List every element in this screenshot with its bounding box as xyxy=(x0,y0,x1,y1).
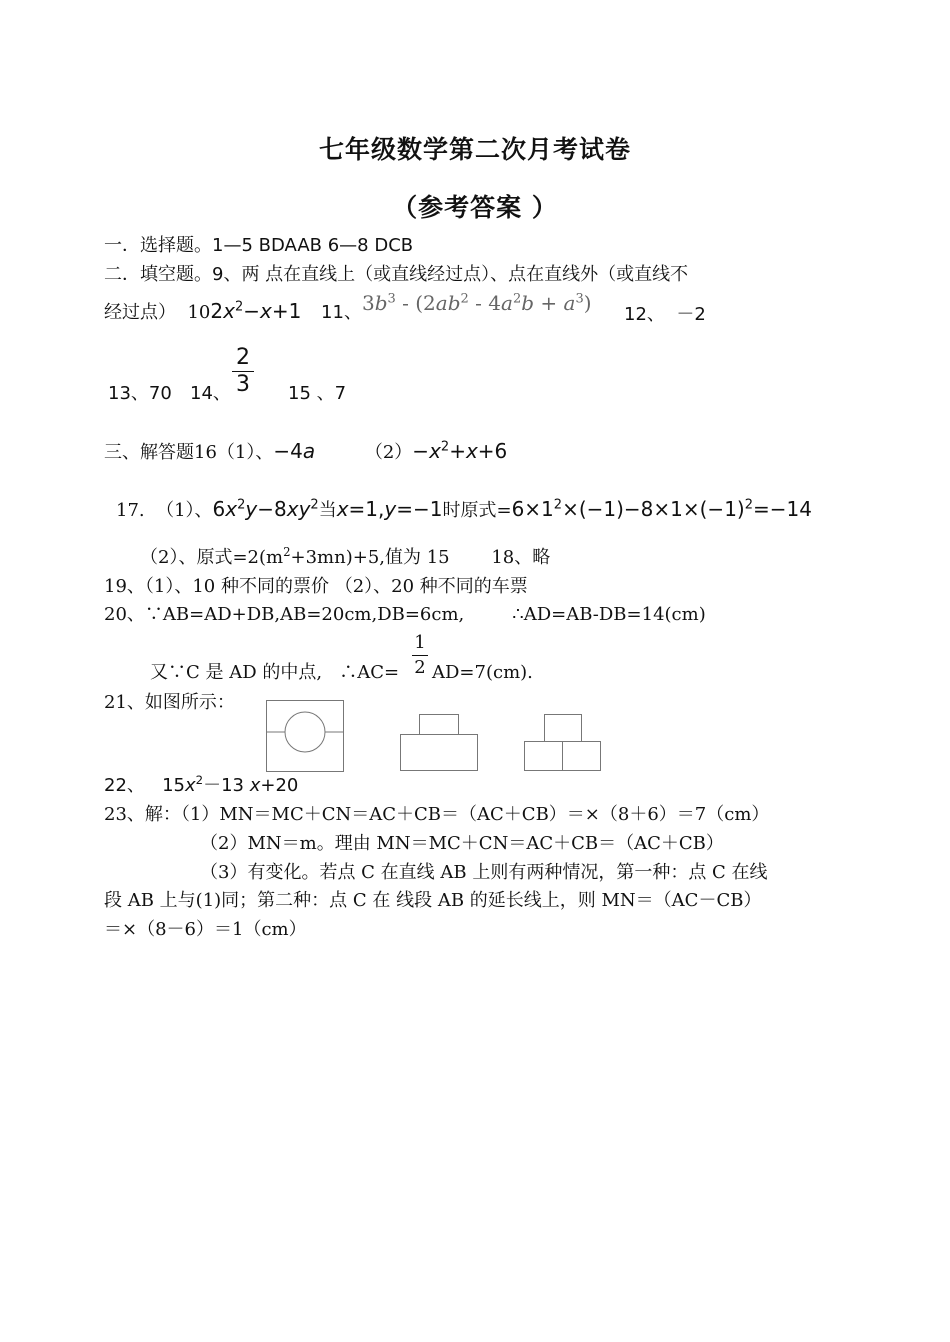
q17-part2-text: 、原式=2(m xyxy=(178,547,284,568)
q19-line: 19、（1）、10 种不同的票价 （2）、20 种不同的车票 xyxy=(104,576,528,597)
q2-a13: 13、70 xyxy=(108,383,172,404)
q18-answer: 18、略 xyxy=(491,547,551,568)
q1-answers: 1—5 BDAAB 6—8 DCB xyxy=(212,235,414,256)
q17-time-text: 时原式= xyxy=(442,500,512,521)
q2-a14-fraction xyxy=(232,345,254,398)
q20-line-2 xyxy=(150,660,399,686)
q2-a12-val: －2 xyxy=(676,304,706,325)
q2-a12-num: 12、 xyxy=(624,304,665,325)
q20-frac-numerator: 1 xyxy=(412,631,428,656)
q2-a15: 15 、7 xyxy=(288,383,347,404)
q17-num: 17. xyxy=(116,500,145,521)
q17-part2-line: （2）、原式$=2(m^2+3mn)+5$,值为 15 18、略 xyxy=(140,545,551,568)
q2-a14-numerator: 2 xyxy=(232,345,254,372)
q2-line-2 xyxy=(104,291,592,326)
q23-line-1: 23、解：（1）MN＝MC＋CN＝AC＋CB＝（AC＋CB）＝×（8＋6）＝7（cm） xyxy=(104,804,770,825)
page-subtitle: （参考答案 ） xyxy=(392,193,558,222)
q23-line-3: （3）有变化。若点 C 在直线 AB 上则有两种情况，第一种：点 C 在线 xyxy=(200,862,768,883)
q16-line xyxy=(104,438,507,466)
q2-label: 二．填空题。 xyxy=(104,264,212,285)
q2-a14-num: 14、 xyxy=(190,383,231,404)
q16-answer2: $-x^2+x+6$ xyxy=(412,439,508,463)
q17-evaluation: $6\times 1^2\times(-1)-8\times 1\times(-1)^2=-14$ xyxy=(511,497,812,521)
q20-frac-denominator: 2 xyxy=(414,657,426,678)
q17-part2-text-b: +3mn)+5,值为 15 xyxy=(290,547,450,568)
q17-line xyxy=(116,496,812,524)
q2-a9-text: 两 点在直线上（或直线经过点）、点在直线外（或直线不 xyxy=(241,264,689,285)
q16-part1: 16（1）、 xyxy=(194,442,274,463)
q20-line1a: 20、∵AB=AD+DB,AB=20cm,DB=6cm, xyxy=(104,604,465,625)
q23-line-2: （2）MN＝m。理由 MN＝MC＋CN＝AC＋CB＝（AC＋CB） xyxy=(200,833,724,854)
q22-expr-b: －13 xyxy=(203,775,250,796)
q23-line-5: ＝×（8－6）＝1（cm） xyxy=(104,919,307,940)
q22-expr-a: 15 xyxy=(162,775,185,796)
q2-a9-num: 9、 xyxy=(212,264,242,285)
q2-a9-cont: 经过点） xyxy=(104,302,176,323)
q20-line2a: 又∵C 是 AD 的中点, xyxy=(150,662,323,683)
q22-num: 22、 xyxy=(104,775,145,796)
q17-condition: x=1,y=−1 xyxy=(336,497,443,521)
q20-line1b: ∴AD=AB-DB=14(cm) xyxy=(512,604,706,625)
q16-answer1: −4a xyxy=(273,439,316,463)
q21-figures xyxy=(262,696,612,774)
q17-part1: （1）、 xyxy=(156,500,213,521)
q2-a12 xyxy=(624,302,706,328)
q21-top-view xyxy=(525,715,601,771)
q2-line xyxy=(104,262,688,288)
q3-label: 三、解答题 xyxy=(104,442,194,463)
q2-a14-denominator: 3 xyxy=(236,372,250,397)
q21-line: 21、如图所示： xyxy=(104,692,235,713)
q21-left-view xyxy=(401,715,478,771)
q20-line-1 xyxy=(104,602,706,628)
q17-simplified: $6x^2y-8xy^2$ xyxy=(212,497,319,521)
q2-a11-expr: $3b^3 - (2ab^2 - 4a^2b + a^3)$ xyxy=(361,291,592,315)
q2-a11-num: 11、 xyxy=(321,302,362,323)
q21-front-view xyxy=(267,701,344,772)
q23-line-4: 段 AB 上与(1)同；第二种：点 C 在 线段 AB 的延长线上，则 MN＝（AC－CB） xyxy=(104,890,762,911)
q2-a10-expr: $2x^2-x+1$ xyxy=(210,299,302,323)
q20-fraction xyxy=(412,631,428,680)
q2-a10-num: 10 xyxy=(187,302,211,323)
q1-label: 一．选择题。 xyxy=(104,235,212,256)
q22-expr-c: +20 xyxy=(260,775,299,796)
page-title: 七年级数学第二次月考试卷 xyxy=(318,135,631,164)
q20-line2b: ∴AC= xyxy=(339,662,400,683)
q1-line xyxy=(104,233,413,259)
q22-line: 22、 $15x^2-13$ x+20 xyxy=(104,773,299,796)
q17-when: 当 xyxy=(318,500,337,521)
q20-line2c: AD=7(cm). xyxy=(432,662,533,683)
q16-part2: （2） xyxy=(364,442,413,463)
